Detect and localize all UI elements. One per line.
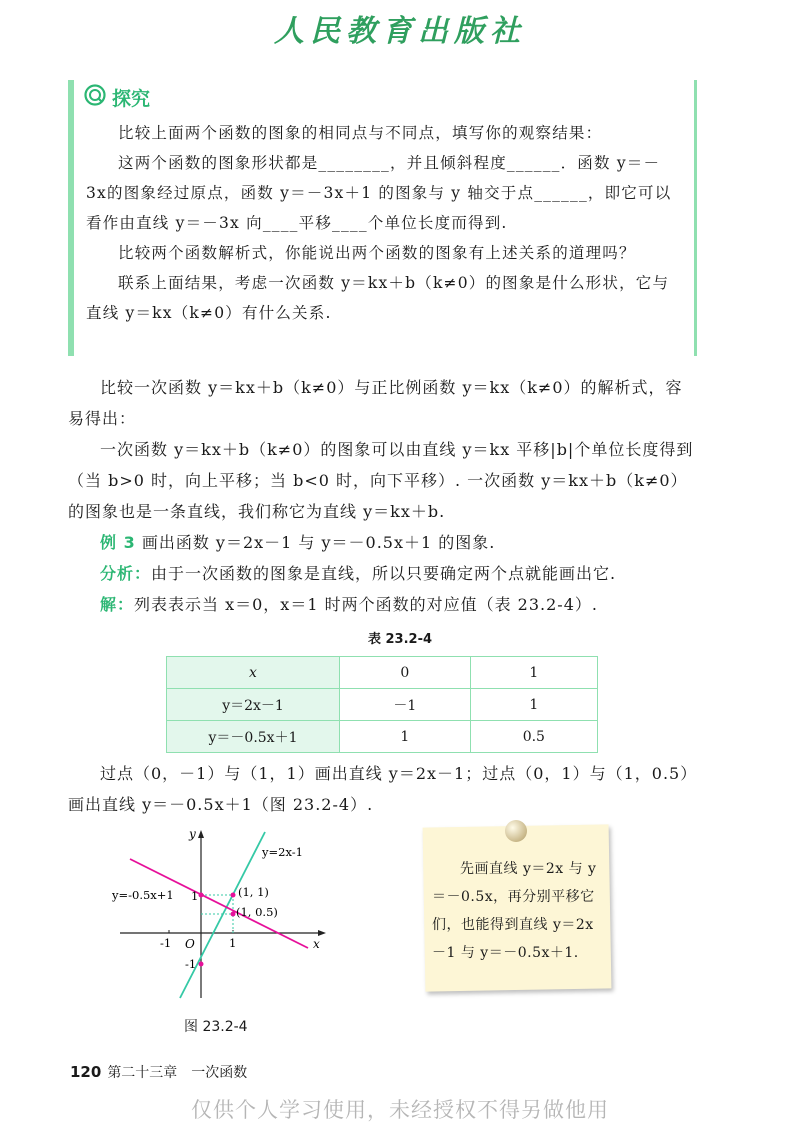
explore-box-bar [68, 80, 74, 356]
example-label: 例 3 [100, 533, 136, 552]
watermark: 仅供个人学习使用，未经授权不得另做他用 [191, 1098, 609, 1122]
explore-paragraph: 这两个函数的图象形状都是________，并且倾斜程度______．函数 y＝－3x的图象经过原点，函数 y＝－3x＋1 的图象与 y 轴交于点______，即它可以看作由直线 y＝－3x 向____平移____个单位长度而得到. [86, 154, 672, 232]
values-table [166, 656, 598, 753]
table-row [167, 721, 598, 753]
body-section-2 [68, 758, 696, 820]
point-1-1 [231, 893, 236, 898]
table-cell: －1 [340, 689, 471, 721]
body-paragraph-1: 比较一次函数 y＝kx＋b（k≠0）与正比例函数 y＝kx（k≠0）的解析式，容易得出： [68, 378, 683, 428]
table-cell: y＝2x－1 [167, 689, 340, 721]
y-axis-arrow [198, 830, 204, 838]
tick-x-1-label: 1 [229, 936, 237, 950]
pt2-label: (1, 0.5) [236, 905, 278, 919]
x-axis-arrow [318, 930, 326, 936]
table-cell: y＝－0.5x＋1 [167, 721, 340, 753]
explore-paragraph: 联系上面结果，考虑一次函数 y＝kx＋b（k≠0）的图象是什么形状，它与直线 y＝kx（k≠0）有什么关系. [86, 274, 670, 322]
table-row [167, 689, 598, 721]
table-row [167, 657, 598, 689]
figure-caption: 图 23.2-4 [184, 1019, 248, 1035]
line1-label: y=2x-1 [262, 845, 303, 859]
solution-text: 列表表示当 x＝0，x＝1 时两个函数的对应值（表 23.2-4）. [134, 595, 598, 614]
table-cell: x [167, 657, 340, 689]
publisher-logo: 人民教育出版社 [274, 14, 526, 49]
line-neg05x-plus-1 [130, 859, 308, 948]
explore-paragraph: 比较两个函数解析式，你能说出两个函数的图象有上述关系的道理吗？ [118, 244, 636, 262]
y-axis-label: y [189, 827, 196, 841]
table-cell: 1 [340, 721, 471, 753]
table-cell: 0.5 [470, 721, 597, 753]
analysis-line [68, 558, 696, 589]
explore-title-text: 探究 [112, 88, 151, 110]
tick-y-1-label: 1 [191, 889, 199, 903]
pushpin-icon [505, 820, 527, 842]
point-0-1 [199, 893, 204, 898]
page-number: 120 [70, 1063, 102, 1081]
chapter-title: 第二十三章 一次函数 [107, 1065, 248, 1081]
table-caption: 表 23.2-4 [367, 632, 433, 647]
analysis-label: 分析： [100, 564, 152, 583]
analysis-text: 由于一次函数的图象是直线，所以只要确定两个点就能画出它. [151, 564, 617, 583]
table-cell: 1 [470, 657, 597, 689]
table-cell: 1 [470, 689, 597, 721]
tick-x-neg1-label: -1 [160, 936, 172, 950]
explore-icon [84, 84, 106, 111]
explore-text [86, 118, 680, 328]
origin-label: O [185, 937, 195, 951]
body-paragraph-2: 一次函数 y＝kx＋b（k≠0）的图象可以由直线 y＝kx 平移|b|个单位长度得到（当 b>0 时，向上平移；当 b<0 时，向下平移）. 一次函数 y＝kx＋b（k≠0）的图象也是一条直线，我们称它为直线 y＝kx＋b. [68, 440, 694, 521]
page-footer [70, 1062, 247, 1082]
note-text [432, 855, 606, 967]
point-0-neg1 [199, 962, 204, 967]
example-text: 画出函数 y＝2x－1 与 y＝－0.5x＋1 的图象. [141, 533, 496, 552]
solution-line [68, 589, 696, 620]
x-axis-label: x [313, 937, 320, 951]
table-cell: 0 [340, 657, 471, 689]
pt1-label: (1, 1) [238, 885, 269, 899]
point-1-05 [231, 912, 236, 917]
tick-y-neg1-label: -1 [185, 957, 197, 971]
solution-label: 解： [100, 595, 135, 614]
explore-title [84, 84, 150, 111]
explore-paragraph: 比较上面两个函数的图象的相同点与不同点，填写你的观察结果： [118, 124, 603, 142]
example-line [68, 527, 696, 558]
function-graph [112, 826, 342, 1004]
body-section-1 [68, 372, 696, 620]
note-paragraph: 先画直线 y＝2x 与 y＝－0.5x，再分别平移它们，也能得到直线 y＝2x－1 与 y＝－0.5x＋1. [432, 861, 597, 961]
body-paragraph-3: 过点（0，－1）与（1，1）画出直线 y＝2x－1；过点（0，1）与（1，0.5）画出直线 y＝－0.5x＋1（图 23.2-4）. [68, 764, 690, 814]
line2-label: y=-0.5x+1 [112, 888, 174, 902]
